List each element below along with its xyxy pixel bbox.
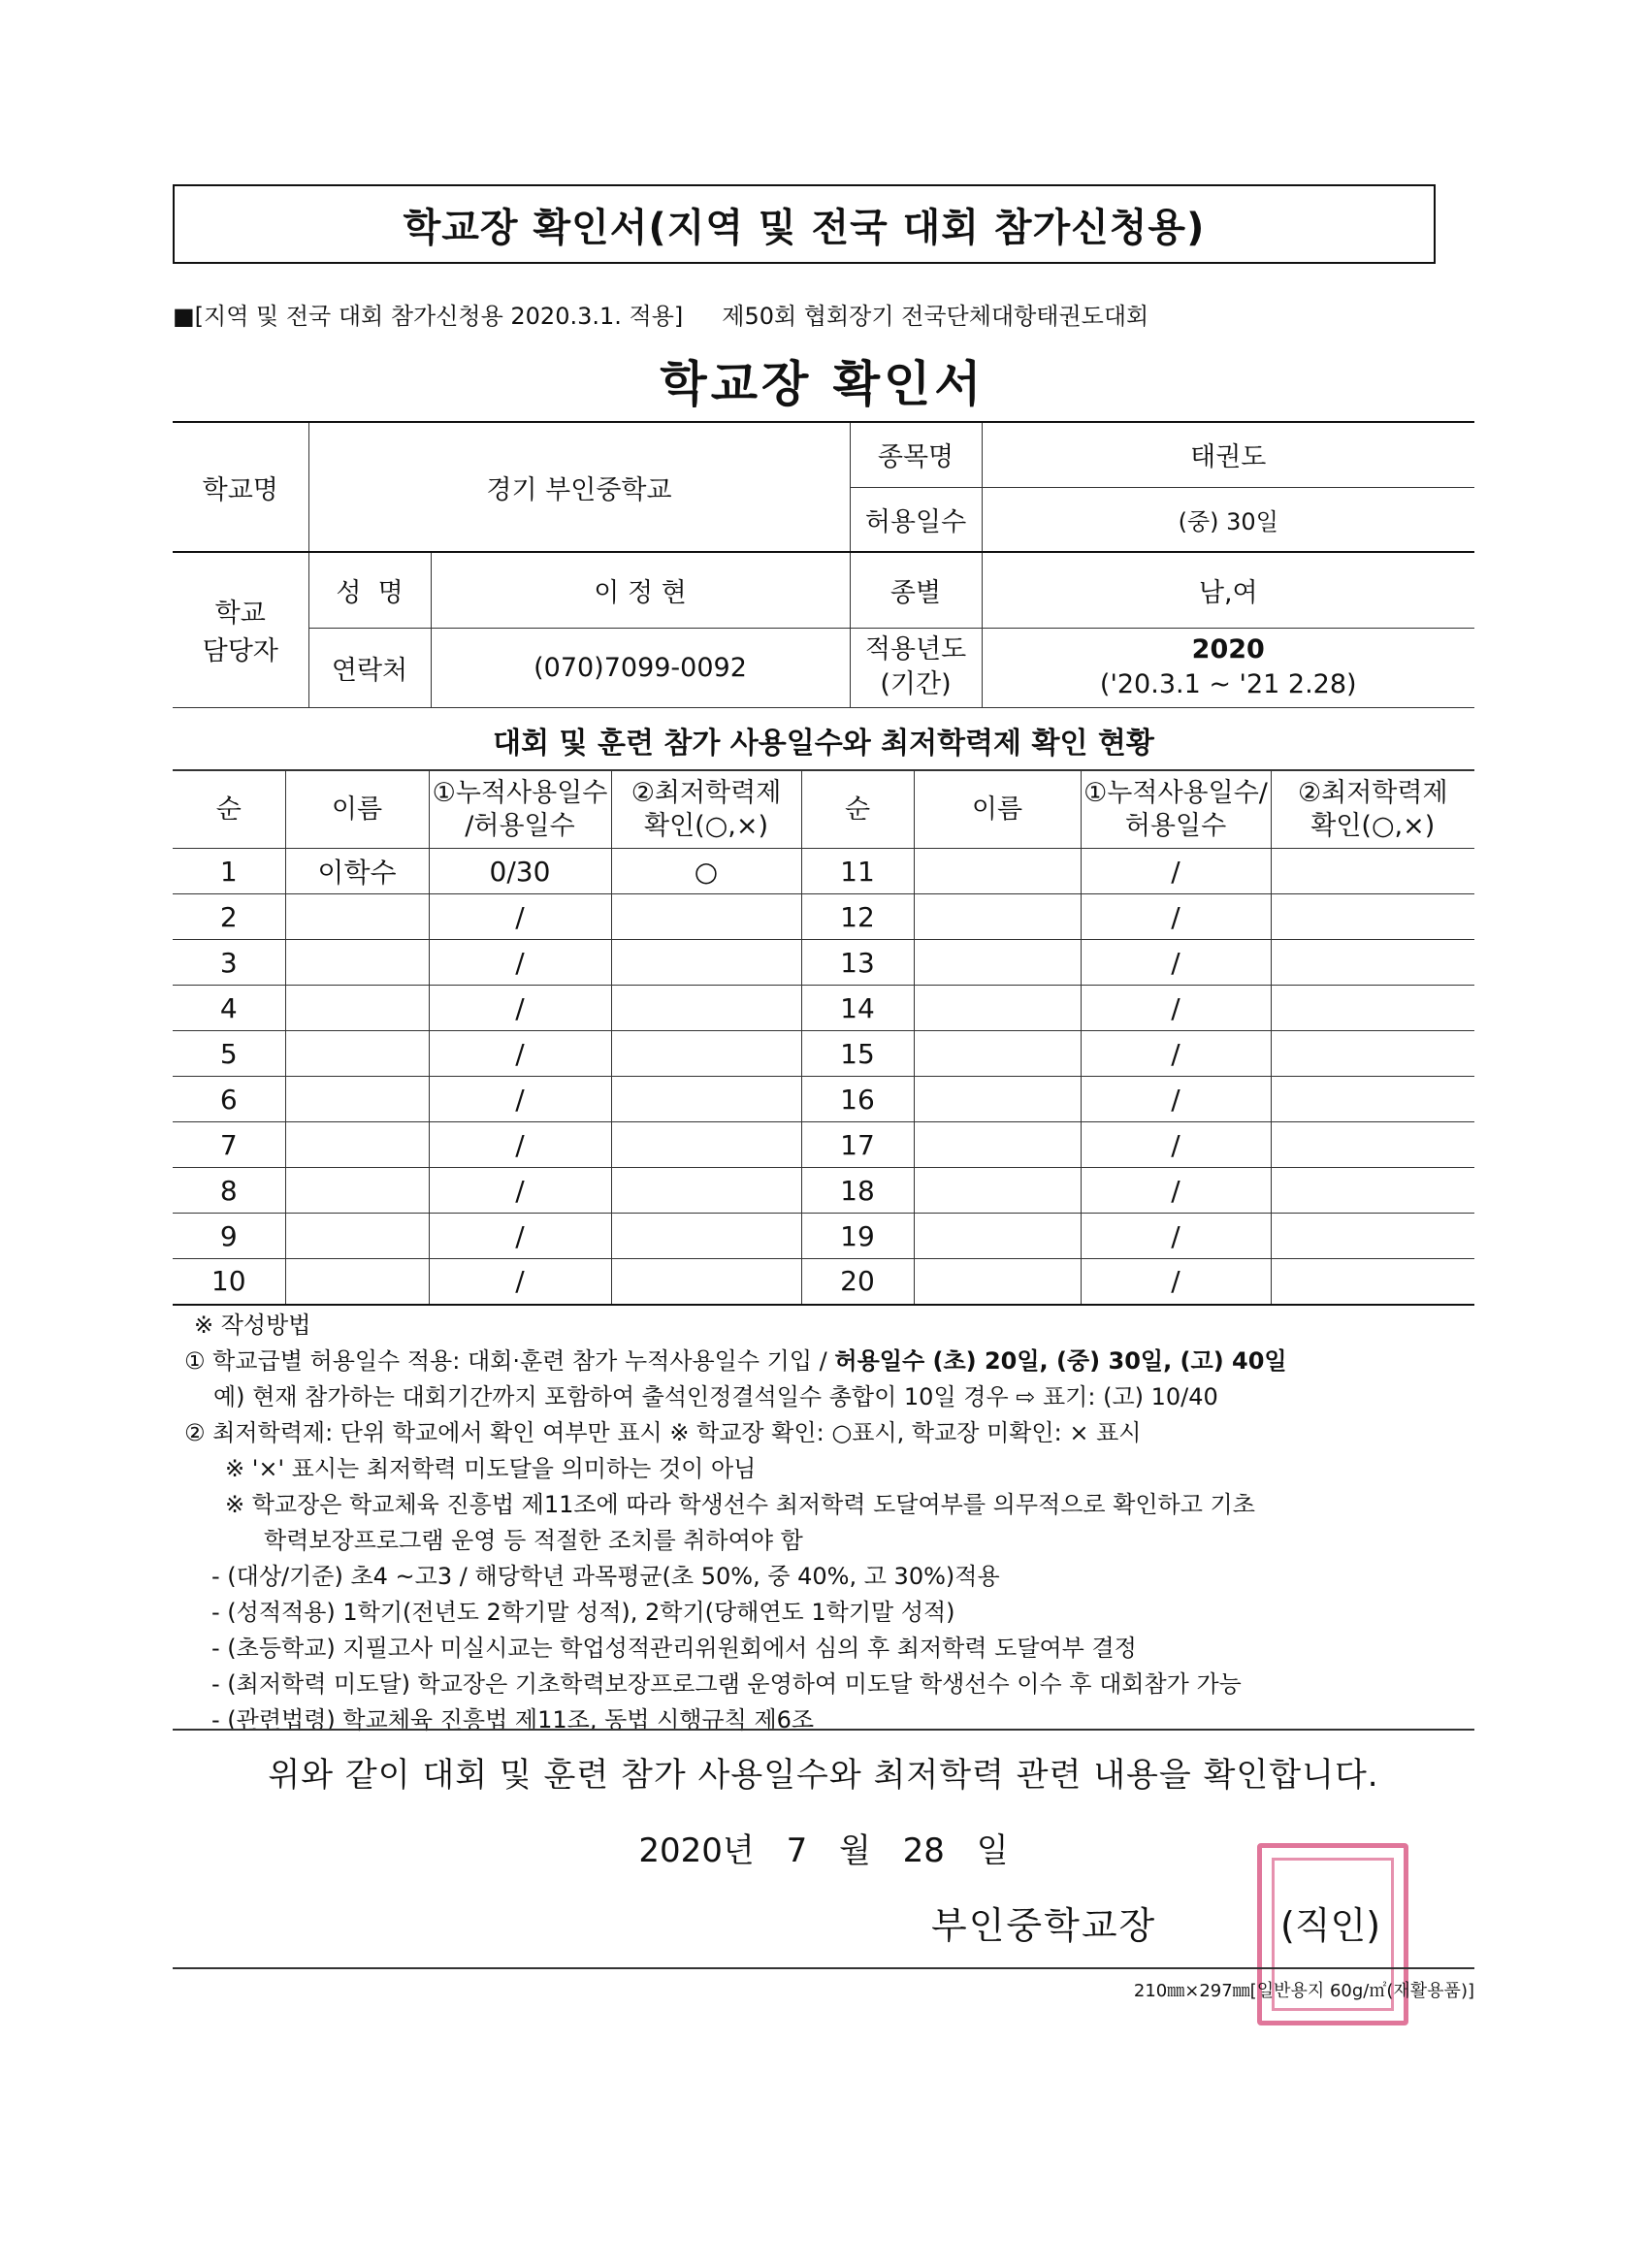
row-days: 0/30 [429,849,611,894]
name-label: 성 명 [308,552,431,628]
row-check [1271,1168,1474,1214]
year-number: 2020 [1191,634,1265,664]
row-check [611,940,801,986]
row-no: 7 [173,1122,285,1168]
row-no: 8 [173,1168,285,1214]
header-no-right: 순 [801,771,914,849]
instructions-heading: ※ 작성방법 [194,1312,311,1339]
header-days-left-2: /허용일수 [465,810,575,841]
row-days: / [1081,894,1271,940]
table-row [173,1259,1474,1305]
row-name [914,1168,1081,1214]
note-4: ※ 학교장은 학교체육 진흥법 제11조에 따라 학생선수 최저학력 도달여부를 의무적으로 확인하고 기초 [225,1491,1255,1518]
row-check [611,894,801,940]
row-check [611,1077,801,1122]
row-check [611,1214,801,1259]
row-check: ○ [611,849,801,894]
name-value: 이 정 현 [431,552,850,628]
note-1-text: ① 학교급별 허용일수 적용: 대회·훈련 참가 누적사용일수 기입 / [184,1347,835,1375]
row-days: / [429,1259,611,1305]
row-name [285,1214,429,1259]
issue-date: 2020년 7 월 28 일 [638,1831,1009,1870]
row-name [285,1168,429,1214]
row-days: / [429,1168,611,1214]
year-label [850,628,982,707]
header-check-left-1: ②최저학력제 [630,777,782,808]
note-3: ※ '×' 표시는 최저학력 미도달을 의미하는 것이 아님 [225,1455,757,1482]
row-check [611,1122,801,1168]
row-check [611,1031,801,1077]
section-title: 대회 및 훈련 참가 사용일수와 최저학력제 확인 현황 [173,710,1474,770]
row-check [1271,1259,1474,1305]
year-value [982,628,1474,707]
row-check [1271,986,1474,1031]
row-no: 20 [801,1259,914,1305]
row-no: 4 [173,986,285,1031]
allowed-days-value: (중) 30일 [982,487,1474,552]
header-check-left [611,771,801,849]
note-2: ② 최저학력제: 단위 학교에서 확인 여부만 표시 ※ 학교장 확인: ○표시, 학교장 미확인: × 표시 [184,1419,1142,1446]
manager-label [173,552,308,707]
row-no: 5 [173,1031,285,1077]
row-name [914,849,1081,894]
detail-5: - (관련법령) 학교체육 진흥법 제11조, 동법 시행규칙 제6조 [211,1706,815,1733]
row-check [1271,894,1474,940]
row-days: / [429,1214,611,1259]
row-name [285,894,429,940]
row-days: / [429,1077,611,1122]
note-1-example: 예) 현재 참가하는 대회기간까지 포함하여 출석인정결석일수 총합이 10일 경우 ⇨ 표기: (고) 10/40 [213,1383,1218,1410]
row-no: 2 [173,894,285,940]
row-days: / [1081,1168,1271,1214]
header-no-left: 순 [173,771,285,849]
year-label-line1: 적용년도 [864,634,967,664]
header-check-right-2: 확인(○,×) [1310,810,1436,841]
manager-label-line2: 담당자 [202,636,278,667]
header-days-left-1: ①누적사용일수 [432,777,608,808]
row-no: 15 [801,1031,914,1077]
paper-spec: 210㎜×297㎜[일반용지 60g/㎡(재활용품)] [1133,1981,1474,2001]
confirmation-statement: 위와 같이 대회 및 훈련 참가 사용일수와 최저학력 관련 내용을 확인합니다. [268,1756,1379,1795]
header-name-right: 이름 [914,771,1081,849]
row-name [285,940,429,986]
row-check [1271,1031,1474,1077]
row-no: 14 [801,986,914,1031]
row-no: 11 [801,849,914,894]
row-days: / [429,986,611,1031]
row-name [914,1031,1081,1077]
header-days-left [429,771,611,849]
header-days-right-2: 허용일수 [1124,810,1227,841]
row-days: / [429,940,611,986]
competition-name: 제50회 협회장기 전국단체대항태권도대회 [722,303,1149,330]
principal-title: 부인중학교장 [931,1904,1157,1947]
table-row [173,1168,1474,1214]
row-name [914,1077,1081,1122]
header-days-right [1081,771,1271,849]
school-label: 학교명 [173,422,308,552]
table-row [173,849,1474,894]
row-check [1271,849,1474,894]
contact-label: 연락처 [308,628,431,707]
allowed-days-label: 허용일수 [850,487,982,552]
detail-4: - (최저학력 미도달) 학교장은 기초학력보장프로그램 운영하여 미도달 학생선수 이수 후 대회참가 가능 [211,1670,1242,1698]
row-check [611,986,801,1031]
header-check-right [1271,771,1474,849]
row-no: 16 [801,1077,914,1122]
detail-3: - (초등학교) 지필고사 미실시교는 학업성적관리위원회에서 심의 후 최저학력 도달여부 결정 [211,1635,1137,1662]
header-name-left: 이름 [285,771,429,849]
row-check [1271,1122,1474,1168]
row-check [1271,1214,1474,1259]
form-version: ■[지역 및 전국 대회 참가신청용 2020.3.1. 적용] [173,303,684,330]
table-row [173,1214,1474,1259]
document-header-box [173,184,1436,264]
row-days: / [429,894,611,940]
manager-label-line1: 학교 [214,599,266,630]
school-value: 경기 부인중학교 [308,422,850,552]
footer-divider [173,1967,1474,1969]
table-row [173,986,1474,1031]
row-days: / [429,1122,611,1168]
table-row [173,940,1474,986]
row-name [914,940,1081,986]
event-value: 태권도 [982,422,1474,487]
row-check [611,1168,801,1214]
table-row [173,894,1474,940]
row-name [285,1077,429,1122]
table-row [173,1031,1474,1077]
row-name [285,1259,429,1305]
divider [173,1729,1474,1731]
row-no: 9 [173,1214,285,1259]
row-days: / [1081,849,1271,894]
page-title: 학교장 확인서 [660,356,986,412]
table-row [173,1122,1474,1168]
header-title: 학교장 확인서(지역 및 전국 대회 참가신청용) [403,205,1206,250]
row-name [914,986,1081,1031]
row-days: / [1081,940,1271,986]
row-days: / [1081,986,1271,1031]
row-name [285,1031,429,1077]
event-label: 종목명 [850,422,982,487]
year-label-line2: (기간) [880,669,952,699]
row-no: 19 [801,1214,914,1259]
row-check [1271,1077,1474,1122]
seal-mark: (직인) [1280,1904,1381,1947]
row-days: / [1081,1214,1271,1259]
row-no: 10 [173,1259,285,1305]
row-days: / [1081,1077,1271,1122]
row-check [1271,940,1474,986]
detail-1: - (대상/기준) 초4 ~고3 / 해당학년 과목평균(초 50%, 중 40%, 고 30%)적용 [211,1563,1000,1590]
header-days-right-1: ①누적사용일수/ [1083,777,1268,808]
row-name [285,986,429,1031]
roster-header-row [173,771,1474,849]
row-no: 6 [173,1077,285,1122]
row-name [914,1214,1081,1259]
row-no: 1 [173,849,285,894]
school-info-table [173,421,1474,708]
row-name: 이학수 [285,849,429,894]
row-name [914,894,1081,940]
note-1 [173,1344,1474,1379]
row-days: / [429,1031,611,1077]
note-1-bold: 허용일수 (초) 20일, (중) 30일, (고) 40일 [834,1347,1287,1375]
row-days: / [1081,1122,1271,1168]
gender-label: 종별 [850,552,982,628]
table-row [173,1077,1474,1122]
row-no: 18 [801,1168,914,1214]
row-name [914,1259,1081,1305]
row-no: 3 [173,940,285,986]
row-days: / [1081,1259,1271,1305]
row-no: 13 [801,940,914,986]
subheader [173,297,1436,332]
year-period: ('20.3.1 ~ '21 2.28) [1099,669,1357,699]
gender-value: 남,여 [982,552,1474,628]
instructions [173,1308,1474,1738]
header-check-right-1: ②최저학력제 [1297,777,1448,808]
note-4-cont: 학력보장프로그램 운영 등 적절한 조치를 취하여야 함 [264,1527,803,1554]
row-days: / [1081,1031,1271,1077]
row-name [285,1122,429,1168]
contact-value: (070)7099-0092 [431,628,850,707]
row-no: 12 [801,894,914,940]
detail-2: - (성적적용) 1학기(전년도 2학기말 성적), 2학기(당해연도 1학기말 성적) [211,1599,955,1626]
row-no: 17 [801,1122,914,1168]
row-check [611,1259,801,1305]
roster-table [173,770,1474,1306]
row-name [914,1122,1081,1168]
header-check-left-2: 확인(○,×) [644,810,768,841]
